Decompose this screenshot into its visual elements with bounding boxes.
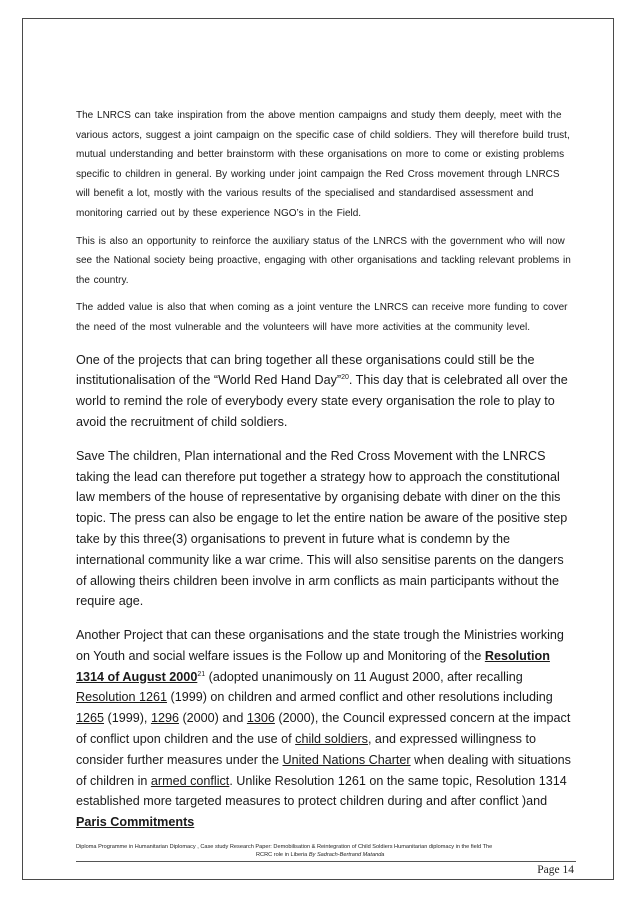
text-segment: (adopted unanimously on 11 August 2000, after recalling — [205, 669, 523, 684]
footer-line-2 — [76, 851, 576, 859]
footer-author: By Sadrach-Bertrand Matanda — [308, 852, 385, 858]
paragraph-added-value: The added value is also that when coming as a joint venture the LNRCS can receive more funding to cover the need of the most vulnerable and the volunteers will have more activities at the community level. — [76, 302, 568, 333]
link-paris-commitments[interactable]: Paris Commitments — [76, 815, 195, 830]
text-segment: . Unlike Resolution 1261 on the same topic, Resolution 1314 established more targeted measures to protect children during and after conflict )and — [76, 773, 567, 809]
text-segment: (1999) on children and armed conflict and other resolutions including — [167, 690, 553, 705]
footnote-ref-20: 20 — [341, 374, 349, 382]
link-resolution-1314[interactable]: Resolution 1314 of August 2000 — [76, 648, 550, 684]
link-child-soldiers[interactable]: child soldiers — [295, 732, 368, 747]
link-resolution-1296[interactable]: 1296 — [150, 711, 179, 726]
page-footer — [76, 843, 576, 859]
document-body — [76, 106, 574, 846]
paragraph-auxiliary-status: This is also an opportunity to reinforce the auxiliary status of the LNRCS with the government who will now see the National society being proactive, engaging with other organisations and tackling relevant problems in the country. — [76, 235, 571, 286]
paragraph-strategy: Save The children, Plan international and the Red Cross Movement with the LNRCS taking the lead can therefore put together a strategy how to approach the constitutional law members of the house of representative by organising debate with diner on the this topic. The press can also be engage to let the entire nation be aware of the positive step take by this three(3) organisations to prevent in future what is condemn by the international community like a war crime. This will also sensitise parents on the dangers of allowing theirs children been involve in arm conflicts as main participants without the require age. — [76, 448, 568, 609]
text-segment: . This day that is celebrated all over the world to remind the role of everybody every state every organisation the role to play to avoid the recruitment of child soldiers. — [76, 373, 568, 429]
link-resolution-1261[interactable]: Resolution 1261 — [76, 690, 168, 705]
footnote-ref-21: 21 — [197, 670, 206, 678]
footer-divider — [76, 861, 576, 862]
paragraph-red-hand-day — [76, 350, 574, 433]
text-segment: (1999), — [104, 711, 151, 726]
paragraph-joint-campaign: The LNRCS can take inspiration from the above mention campaigns and study them deeply, meet with the various actors, suggest a joint campaign on the specific case of child soldiers. They will therefore build trust, mutual understanding and better brainstorm with these organisations on more to come or existing problems specific to children in general. By working under joint campaign the Red Cross movement through LNRCS will benefit a lot, mostly with the various results of the specialised and standardised assessment and monitoring carried out by these experience NGO’s in the Field. — [76, 110, 570, 219]
footer-line-1: Diploma Programme in Humanitarian Diplomacy , Case study Research Paper: Demobilisation & Reintegration of Child Soldiers Humanitarian diplomacy in the field The — [76, 844, 493, 850]
paragraph-resolution-1314 — [76, 625, 574, 833]
text-segment: One of the projects that can bring together all these organisations could still be the institutionalisation of the “World Red Hand Day” — [76, 352, 535, 388]
page-number: Page 14 — [537, 864, 574, 876]
footer-course-title: RCRC role in Liberia — [256, 852, 309, 858]
text-segment: Another Project that can these organisations and the state trough the Ministries working on Youth and social welfare issues is the Follow up and Monitoring of the — [76, 628, 564, 663]
text-segment: when dealing with situations of children in — [76, 752, 571, 788]
link-un-charter[interactable]: United Nations Charter — [282, 752, 411, 767]
text-segment: (2000) and — [178, 711, 247, 726]
link-armed-conflict[interactable]: armed conflict — [150, 773, 230, 788]
text-segment: (2000), the Council expressed concern at the impact of conflict upon children and the use of — [76, 711, 571, 747]
link-resolution-1265[interactable]: 1265 — [76, 711, 105, 726]
link-resolution-1306[interactable]: 1306 — [246, 711, 275, 726]
text-segment: , and expressed willingness to consider further measures under the — [76, 732, 536, 767]
